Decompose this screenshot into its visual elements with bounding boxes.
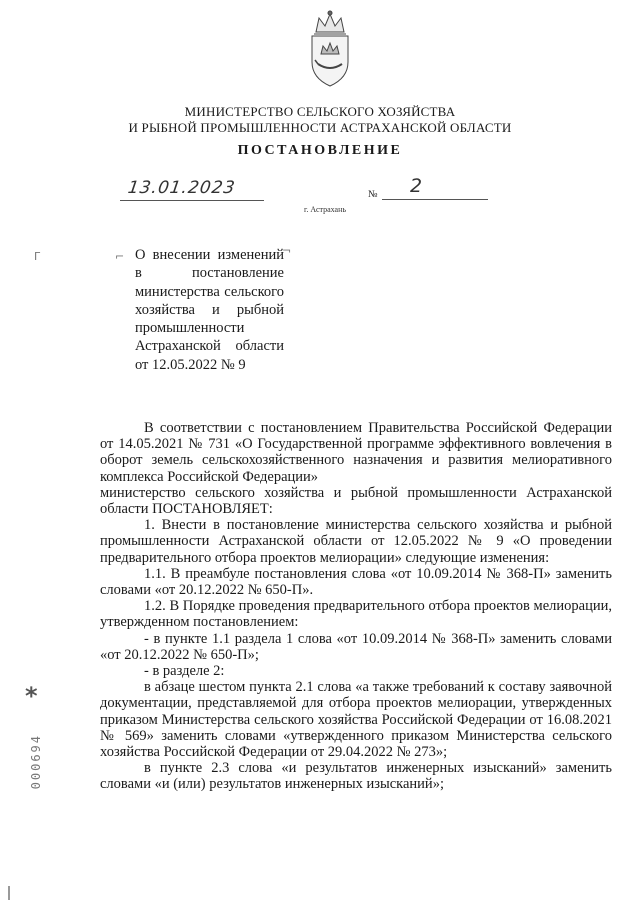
paragraph: 1. Внести в постановление министерства сельского хозяйства и рыбной промышленности Астраханской области от 12.05.2022 № 9 «О проведении предварительного отбора проектов мелиорации» следующие изменения: — [100, 517, 612, 566]
document-body — [100, 420, 612, 793]
paragraph: в пункте 2.3 слова «и результатов инженерных изысканий» заменить словами «и (или) результатов инженерных изысканий»; — [100, 760, 612, 793]
margin-star: * — [25, 682, 38, 710]
paragraph: - в пункте 1.1 раздела 1 слова «от 10.09.2014 № 368-П» заменить словами «от 20.12.2022 № 650-П»; — [100, 630, 612, 663]
corner-mark-open: ⌐ — [115, 250, 125, 263]
ministry-line-2: И РЫБНОЙ ПРОМЫШЛЕННОСТИ АСТРАХАНСКОЙ ОБЛАСТИ — [128, 120, 512, 135]
corner-mark-left: Г — [34, 250, 41, 263]
paragraph: - в разделе 2: — [144, 663, 225, 680]
coat-of-arms-icon — [300, 8, 360, 90]
paragraph: 1.2. В Порядке проведения предварительного отбора проектов мелиорации, утвержденном постановлением: — [100, 598, 612, 631]
ministry-line-1: МИНИСТЕРСТВО СЕЛЬСКОГО ХОЗЯЙСТВА — [184, 104, 456, 119]
paragraph: 1.1. В преамбуле постановления слова «от 10.09.2014 № 368-П» заменить словами «от 20.12.2022 № 650-П». — [100, 565, 612, 599]
paragraph: в абзаце шестом пункта 2.1 слова «а также требований к составу заявочной документации, представляемой для отбора проектов мелиорации, утвержденных приказом Министерства сельского хозяйства Российской Федерации от 16.08.2021 № 569» заменить словами «утвержденного приказом Министерства сельского хозяйства Российской Федерации от 29.04.2022 № 273»; — [100, 679, 612, 761]
document-number: 2 — [410, 175, 423, 197]
ministry-name — [0, 104, 640, 136]
city-label: г. Астрахань — [304, 205, 347, 214]
paragraph: В соответствии с постановлением Правительства Российской Федерации от 14.05.2021 № 731 «О Государственной программе эффективного вовлечения в оборот земель сельскохозяйственного назначения и развития мелиоративного комплекса Российской Федерации» — [100, 420, 612, 485]
edge-mark — [8, 886, 10, 900]
paragraph: министерство сельского хозяйства и рыбной промышленности Астраханской области ПОСТАНОВЛЯЕТ: — [100, 484, 612, 518]
corner-mark-right: ¬ — [282, 244, 292, 257]
date-underline — [120, 200, 264, 201]
margin-serial-number: 000694 — [29, 734, 43, 790]
number-label: № — [368, 189, 378, 200]
document-date: 13.01.2023 — [126, 178, 237, 198]
document-type: ПОСТАНОВЛЕНИЕ — [237, 143, 403, 158]
number-underline — [382, 199, 488, 200]
document-subject: О внесении изменений в постановление министерства сельского хозяйства и рыбной промышленности Астраханской области от 12.05.2022 № 9 — [135, 247, 284, 373]
